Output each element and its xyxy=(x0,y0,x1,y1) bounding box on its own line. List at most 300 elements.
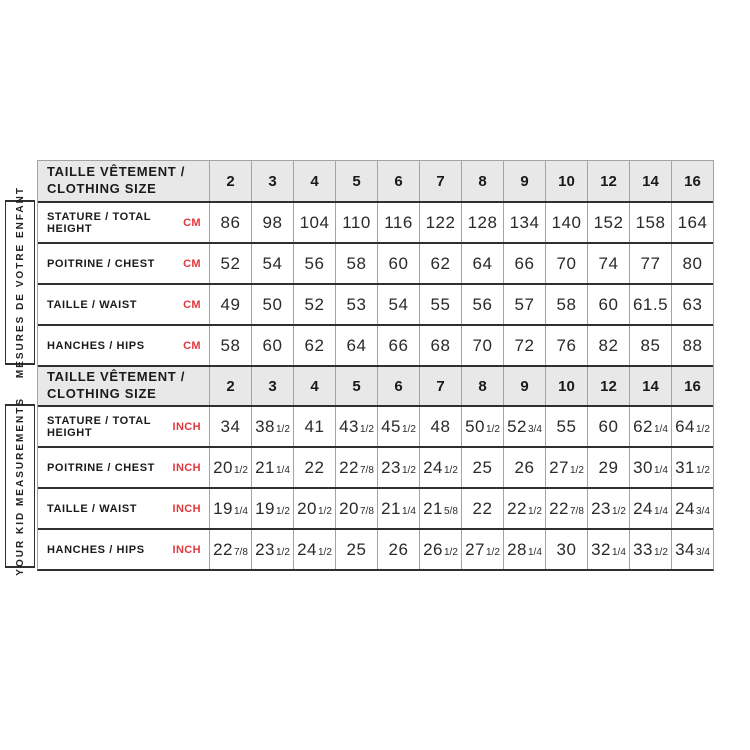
measurement-value-cell xyxy=(419,448,461,487)
measurement-value: 227/8 xyxy=(213,539,248,559)
size-column-header xyxy=(377,367,419,405)
measurement-value-cell xyxy=(587,285,629,324)
measurement-value: 207/8 xyxy=(339,498,374,518)
size-column-header xyxy=(293,161,335,201)
measurement-value: 25 xyxy=(472,457,493,477)
measurement-value: 82 xyxy=(598,335,619,355)
size-header-title xyxy=(47,369,185,403)
measurement-value-cell xyxy=(251,448,293,487)
measurement-value: 66 xyxy=(388,335,409,355)
measurement-value: 241/2 xyxy=(297,539,332,559)
measurement-value-cell xyxy=(293,326,335,365)
size-column-header xyxy=(503,367,545,405)
measurement-value: 56 xyxy=(304,253,325,273)
fraction-value: 1/4 xyxy=(402,505,416,517)
measurement-value-cell xyxy=(629,203,671,242)
fraction-value: 1/2 xyxy=(612,505,626,517)
measurement-value: 22 xyxy=(304,457,325,477)
size-header-line1: TAILLE VÊTEMENT / xyxy=(47,164,186,180)
measurement-value-cell xyxy=(629,407,671,446)
measurement-value-cell xyxy=(377,203,419,242)
measurement-value: 80 xyxy=(682,253,703,273)
fraction-value: 7/8 xyxy=(570,505,584,517)
fraction-value: 1/2 xyxy=(570,464,584,476)
size-number: 4 xyxy=(310,377,319,395)
measurement-value: 122 xyxy=(425,212,456,232)
measurement-value: 191/4 xyxy=(213,498,248,518)
measurement-value-cell xyxy=(419,244,461,283)
measurement-value-cell xyxy=(293,244,335,283)
unit-label: CM xyxy=(183,257,201,270)
measurement-value-cell xyxy=(293,203,335,242)
measurement-value: 66 xyxy=(514,253,535,273)
measurement-value: 110 xyxy=(342,212,371,232)
measurement-value-cell xyxy=(461,489,503,528)
measurement-value-cell xyxy=(377,244,419,283)
measurement-value: 241/2 xyxy=(423,457,458,477)
fraction-value: 1/2 xyxy=(234,464,248,476)
size-chart-table xyxy=(37,160,714,571)
measurement-value-cell xyxy=(671,407,713,446)
measurement-value-cell xyxy=(461,326,503,365)
size-column-header xyxy=(251,161,293,201)
size-number: 4 xyxy=(310,172,319,190)
size-column-header xyxy=(587,367,629,405)
measurement-value-cell xyxy=(251,530,293,569)
measurement-value-cell xyxy=(587,530,629,569)
measurement-value-cell xyxy=(209,530,251,569)
measurement-label-cell xyxy=(38,448,209,487)
size-number: 10 xyxy=(558,377,575,395)
measurement-value-cell xyxy=(335,326,377,365)
fraction-value: 1/2 xyxy=(654,546,668,558)
size-header-title xyxy=(47,164,185,198)
measurement-value: 70 xyxy=(472,335,493,355)
size-header-line1: TAILLE VÊTEMENT / xyxy=(47,369,186,385)
size-number: 12 xyxy=(600,377,617,395)
measurement-value-cell xyxy=(251,407,293,446)
size-number: 3 xyxy=(268,377,277,395)
size-number: 6 xyxy=(394,172,403,190)
measurement-value: 50 xyxy=(262,294,283,314)
measurement-value-cell xyxy=(629,244,671,283)
measurement-value: 88 xyxy=(682,335,703,355)
measurement-value: 343/4 xyxy=(675,539,710,559)
measurement-value: 34 xyxy=(220,416,241,436)
measurement-value: 134 xyxy=(509,212,540,232)
fraction-value: 3/4 xyxy=(696,546,710,558)
size-header-label-cell xyxy=(38,367,209,405)
measurement-value: 61.5 xyxy=(632,294,669,314)
measurement-value: 501/2 xyxy=(465,416,500,436)
measurement-value: 60 xyxy=(388,253,409,273)
measurement-value: 60 xyxy=(598,294,619,314)
fraction-value: 1/2 xyxy=(402,464,416,476)
measurement-value-cell xyxy=(293,530,335,569)
measurement-value-cell xyxy=(461,407,503,446)
measurement-value: 451/2 xyxy=(381,416,416,436)
size-number: 10 xyxy=(558,172,575,190)
measurement-value-cell xyxy=(503,285,545,324)
fraction-value: 5/8 xyxy=(444,505,458,517)
fraction-value: 1/2 xyxy=(444,546,458,558)
size-column-header xyxy=(461,161,503,201)
size-number: 5 xyxy=(352,377,361,395)
fraction-value: 1/2 xyxy=(318,505,332,517)
measurement-value: 271/2 xyxy=(465,539,500,559)
unit-label: CM xyxy=(183,216,201,229)
measurement-value-cell xyxy=(209,448,251,487)
fraction-value: 1/2 xyxy=(276,423,290,435)
measurement-value: 331/2 xyxy=(633,539,668,559)
measurement-label: POITRINE / CHEST xyxy=(47,461,155,474)
measurement-value-cell xyxy=(545,285,587,324)
size-number: 16 xyxy=(684,377,701,395)
measurement-value: 311/2 xyxy=(675,457,710,477)
measurement-value-cell xyxy=(293,407,335,446)
size-number: 8 xyxy=(478,377,487,395)
size-column-header xyxy=(671,161,713,201)
size-column-header xyxy=(671,367,713,405)
measurement-value-cell xyxy=(419,326,461,365)
measurement-value-cell xyxy=(419,530,461,569)
measurement-value-cell xyxy=(209,407,251,446)
measurement-value: 211/4 xyxy=(255,457,290,477)
measurement-value-cell xyxy=(629,285,671,324)
measurement-label: TAILLE / WAIST xyxy=(47,502,138,515)
size-header-row xyxy=(38,365,713,405)
measurement-value: 48 xyxy=(430,416,451,436)
measurement-value-cell xyxy=(209,244,251,283)
measurement-value: 231/2 xyxy=(591,498,626,518)
measurement-value: 41 xyxy=(304,416,325,436)
measurement-value-cell xyxy=(461,285,503,324)
measurement-value: 215/8 xyxy=(423,498,458,518)
measurement-value: 164 xyxy=(677,212,708,232)
fraction-value: 1/2 xyxy=(276,505,290,517)
size-column-header xyxy=(335,161,377,201)
measurement-value: 152 xyxy=(593,212,624,232)
size-column-header xyxy=(461,367,503,405)
measurement-value-cell xyxy=(335,244,377,283)
measurement-label: HANCHES / HIPS xyxy=(47,543,145,556)
size-number: 7 xyxy=(436,172,445,190)
measurement-label-cell xyxy=(38,326,209,365)
measurement-value: 98 xyxy=(262,212,283,232)
measurement-value: 321/4 xyxy=(591,539,626,559)
measurement-row xyxy=(38,242,713,283)
size-column-header xyxy=(209,367,251,405)
measurement-value-cell xyxy=(587,244,629,283)
fraction-value: 1/2 xyxy=(402,423,416,435)
measurement-value: 64 xyxy=(472,253,493,273)
measurement-value: 201/2 xyxy=(213,457,248,477)
measurement-value-cell xyxy=(545,448,587,487)
measurement-value-cell xyxy=(335,407,377,446)
fraction-value: 1/2 xyxy=(528,505,542,517)
measurement-value: 64 xyxy=(346,335,367,355)
size-number: 7 xyxy=(436,377,445,395)
size-column-header xyxy=(545,161,587,201)
size-number: 14 xyxy=(642,172,659,190)
measurement-value-cell xyxy=(503,448,545,487)
measurement-value: 63 xyxy=(682,294,703,314)
size-column-header xyxy=(377,161,419,201)
measurement-value-cell xyxy=(545,407,587,446)
measurement-value-cell xyxy=(377,407,419,446)
measurement-value: 58 xyxy=(220,335,241,355)
measurement-value-cell xyxy=(419,203,461,242)
measurement-value: 52 xyxy=(304,294,325,314)
fraction-value: 7/8 xyxy=(360,505,374,517)
measurement-value-cell xyxy=(587,326,629,365)
measurement-label-cell xyxy=(38,407,209,446)
measurement-value: 26 xyxy=(514,457,535,477)
measurement-value-cell xyxy=(377,530,419,569)
measurement-value: 201/2 xyxy=(297,498,332,518)
fraction-value: 1/4 xyxy=(654,505,668,517)
measurement-value-cell xyxy=(503,489,545,528)
measurement-value-cell xyxy=(629,448,671,487)
measurement-value-cell xyxy=(251,244,293,283)
measurement-value-cell xyxy=(587,203,629,242)
measurement-value: 74 xyxy=(598,253,619,273)
measurement-value: 261/2 xyxy=(423,539,458,559)
measurement-value: 30 xyxy=(556,539,577,559)
measurement-row xyxy=(38,283,713,324)
size-column-header xyxy=(629,161,671,201)
measurement-value-cell xyxy=(377,326,419,365)
measurement-value: 301/4 xyxy=(633,457,668,477)
measurement-row xyxy=(38,487,713,528)
measurement-value-cell xyxy=(293,489,335,528)
fraction-value: 1/2 xyxy=(276,546,290,558)
measurement-value-cell xyxy=(251,203,293,242)
size-number: 12 xyxy=(600,172,617,190)
measurement-value: 431/2 xyxy=(339,416,374,436)
fraction-value: 7/8 xyxy=(360,464,374,476)
measurement-value: 25 xyxy=(346,539,367,559)
fraction-value: 1/4 xyxy=(234,505,248,517)
unit-label: INCH xyxy=(172,543,201,556)
measurement-value-cell xyxy=(545,530,587,569)
measurement-value: 72 xyxy=(514,335,535,355)
measurement-value: 241/4 xyxy=(633,498,668,518)
measurement-value-cell xyxy=(335,489,377,528)
measurement-value-cell xyxy=(629,489,671,528)
measurement-value: 158 xyxy=(635,212,666,232)
size-column-header xyxy=(419,161,461,201)
measurement-label: STATURE / TOTAL HEIGHT xyxy=(47,210,151,235)
measurement-value-cell xyxy=(251,326,293,365)
measurement-value-cell xyxy=(293,448,335,487)
fraction-value: 1/4 xyxy=(612,546,626,558)
measurement-value-cell xyxy=(671,326,713,365)
measurement-value-cell xyxy=(461,244,503,283)
size-number: 2 xyxy=(226,172,235,190)
unit-label: CM xyxy=(183,298,201,311)
measurement-value-cell xyxy=(545,489,587,528)
measurement-value-cell xyxy=(335,448,377,487)
measurement-value: 243/4 xyxy=(675,498,710,518)
measurement-value-cell xyxy=(461,448,503,487)
measurement-value: 54 xyxy=(262,253,283,273)
side-label-box-cm xyxy=(5,186,35,379)
measurement-value: 56 xyxy=(472,294,493,314)
measurement-value: 128 xyxy=(467,212,498,232)
measurement-row xyxy=(38,405,713,446)
measurement-label: HANCHES / HIPS xyxy=(47,339,145,352)
measurement-value-cell xyxy=(209,285,251,324)
size-header-line2: CLOTHING SIZE xyxy=(47,386,157,401)
measurement-label: STATURE / TOTAL HEIGHT xyxy=(47,414,151,439)
measurement-value: 60 xyxy=(262,335,283,355)
unit-label: CM xyxy=(183,339,201,352)
measurement-value: 58 xyxy=(346,253,367,273)
fraction-value: 1/2 xyxy=(486,546,500,558)
measurement-value-cell xyxy=(545,244,587,283)
measurement-value: 641/2 xyxy=(675,416,710,436)
size-header-row xyxy=(38,161,713,201)
measurement-value-cell xyxy=(209,489,251,528)
measurement-label-cell xyxy=(38,285,209,324)
measurement-value-cell xyxy=(209,326,251,365)
measurement-value: 70 xyxy=(556,253,577,273)
measurement-value-cell xyxy=(503,244,545,283)
measurement-value: 29 xyxy=(598,457,619,477)
measurement-value: 76 xyxy=(556,335,577,355)
measurement-value-cell xyxy=(251,489,293,528)
size-number: 8 xyxy=(478,172,487,190)
size-number: 9 xyxy=(520,377,529,395)
measurement-value-cell xyxy=(461,203,503,242)
measurement-value: 77 xyxy=(640,253,661,273)
fraction-value: 1/2 xyxy=(360,423,374,435)
measurement-value-cell xyxy=(461,530,503,569)
measurement-value: 55 xyxy=(556,416,577,436)
measurement-value: 227/8 xyxy=(339,457,374,477)
measurement-value: 381/2 xyxy=(255,416,290,436)
measurement-value-cell xyxy=(377,489,419,528)
fraction-value: 3/4 xyxy=(696,505,710,517)
measurement-row xyxy=(38,446,713,487)
measurement-value: 85 xyxy=(640,335,661,355)
size-column-header xyxy=(419,367,461,405)
measurement-value: 104 xyxy=(299,212,330,232)
size-column-header xyxy=(545,367,587,405)
measurement-value-cell xyxy=(419,285,461,324)
size-column-header xyxy=(629,367,671,405)
measurement-label: POITRINE / CHEST xyxy=(47,257,155,270)
fraction-value: 1/2 xyxy=(318,546,332,558)
measurement-value-cell xyxy=(293,285,335,324)
measurement-value-cell xyxy=(503,203,545,242)
measurement-value: 68 xyxy=(430,335,451,355)
measurement-value: 26 xyxy=(388,539,409,559)
measurement-value-cell xyxy=(587,448,629,487)
measurement-value: 281/4 xyxy=(507,539,542,559)
side-label-inch-text: YOUR KID MEASUREMENTS xyxy=(14,396,26,576)
size-header-line2: CLOTHING SIZE xyxy=(47,181,157,196)
size-number: 3 xyxy=(268,172,277,190)
fraction-value: 1/2 xyxy=(444,464,458,476)
measurement-value: 116 xyxy=(384,212,413,232)
size-number: 14 xyxy=(642,377,659,395)
side-label-box-inch xyxy=(5,396,35,576)
measurement-value-cell xyxy=(419,407,461,446)
measurement-value-cell xyxy=(335,203,377,242)
measurement-value: 55 xyxy=(430,294,451,314)
measurement-value: 191/2 xyxy=(255,498,290,518)
size-column-header xyxy=(335,367,377,405)
measurement-value: 523/4 xyxy=(507,416,542,436)
size-column-header xyxy=(293,367,335,405)
measurement-value: 62 xyxy=(304,335,325,355)
fraction-value: 3/4 xyxy=(528,423,542,435)
fraction-value: 1/4 xyxy=(276,464,290,476)
size-column-header xyxy=(251,367,293,405)
measurement-value-cell xyxy=(671,530,713,569)
side-label-cm-text: MESURES DE VOTRE ENFANT xyxy=(14,186,26,379)
measurement-value: 227/8 xyxy=(549,498,584,518)
measurement-value-cell xyxy=(587,407,629,446)
measurement-value: 57 xyxy=(514,294,535,314)
measurement-value-cell xyxy=(587,489,629,528)
measurement-value: 231/2 xyxy=(255,539,290,559)
measurement-value-cell xyxy=(377,285,419,324)
fraction-value: 1/4 xyxy=(654,423,668,435)
measurement-value: 54 xyxy=(388,294,409,314)
measurement-label-cell xyxy=(38,489,209,528)
measurement-value: 60 xyxy=(598,416,619,436)
measurement-value-cell xyxy=(671,203,713,242)
measurement-row xyxy=(38,528,713,569)
measurement-value-cell xyxy=(545,203,587,242)
measurement-value-cell xyxy=(503,326,545,365)
measurement-value-cell xyxy=(377,448,419,487)
size-number: 5 xyxy=(352,172,361,190)
measurement-value-cell xyxy=(671,244,713,283)
measurement-value-cell xyxy=(335,530,377,569)
measurement-label-cell xyxy=(38,244,209,283)
measurement-value: 22 xyxy=(472,498,493,518)
measurement-value: 211/4 xyxy=(381,498,416,518)
measurement-value: 231/2 xyxy=(381,457,416,477)
measurement-value: 53 xyxy=(346,294,367,314)
size-number: 2 xyxy=(226,377,235,395)
measurement-value: 221/2 xyxy=(507,498,542,518)
measurement-value-cell xyxy=(419,489,461,528)
measurement-value: 140 xyxy=(551,212,582,232)
size-column-header xyxy=(209,161,251,201)
size-number: 16 xyxy=(684,172,701,190)
size-number: 6 xyxy=(394,377,403,395)
fraction-value: 7/8 xyxy=(234,546,248,558)
measurement-value-cell xyxy=(671,285,713,324)
fraction-value: 1/4 xyxy=(528,546,542,558)
size-number: 9 xyxy=(520,172,529,190)
size-column-header xyxy=(587,161,629,201)
size-column-header xyxy=(503,161,545,201)
measurement-value: 49 xyxy=(220,294,241,314)
measurement-label-cell xyxy=(38,530,209,569)
measurement-value-cell xyxy=(629,530,671,569)
measurement-value: 621/4 xyxy=(633,416,668,436)
fraction-value: 1/2 xyxy=(696,423,710,435)
measurement-value: 52 xyxy=(220,253,241,273)
measurement-value: 58 xyxy=(556,294,577,314)
measurement-row xyxy=(38,201,713,242)
